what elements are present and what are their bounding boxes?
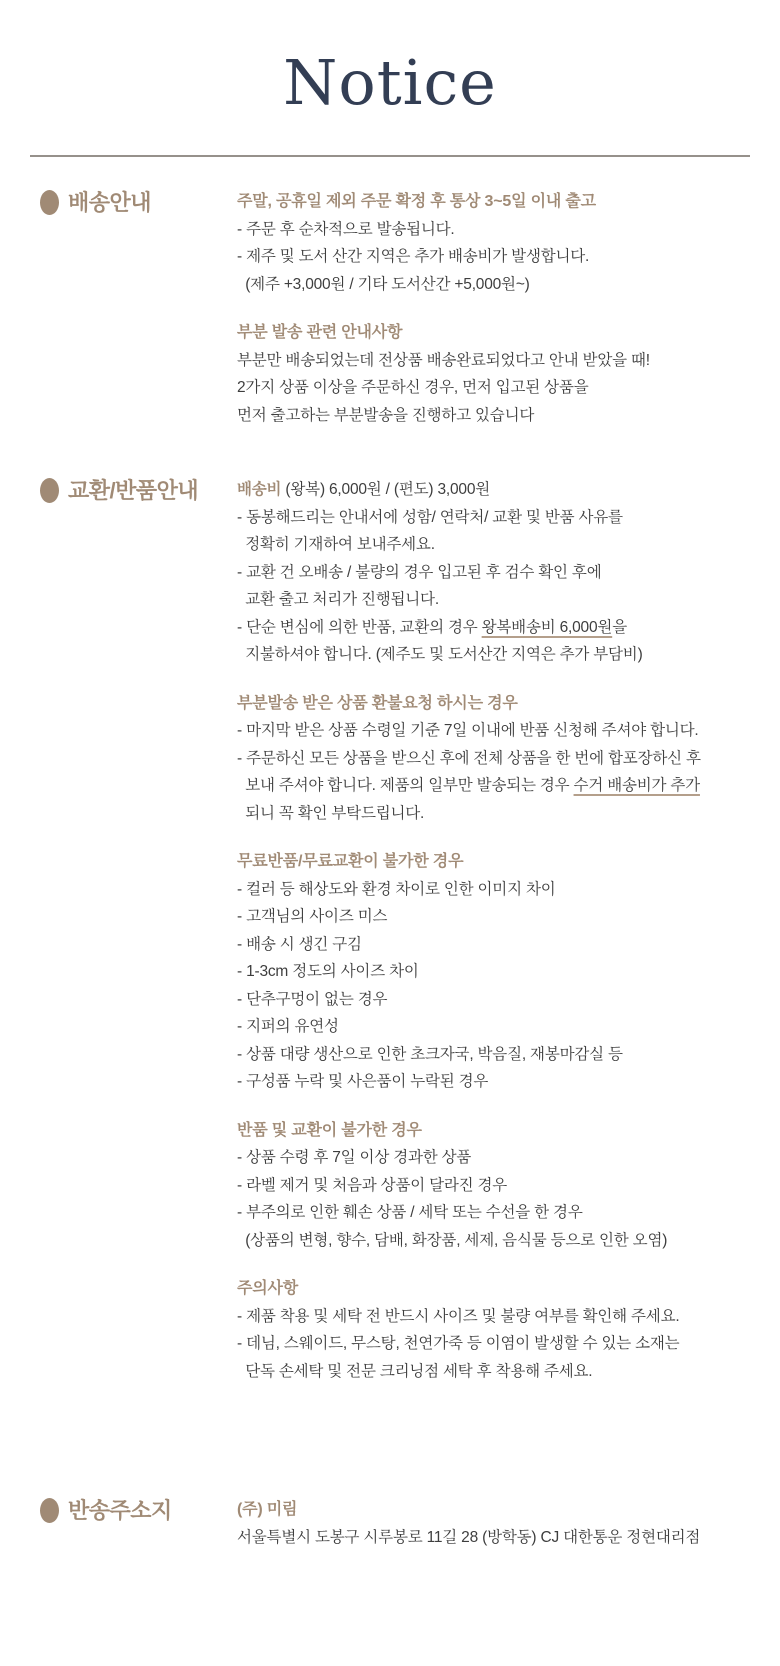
text-line: 2가지 상품 이상을 주문하신 경우, 먼저 입고된 상품을 — [237, 379, 589, 396]
spacer — [237, 1254, 764, 1275]
section-content — [237, 476, 780, 1385]
section-exchange-return-info — [0, 476, 780, 1385]
text-line: - 데님, 스웨이드, 무스탕, 천연가죽 등 이염이 발생할 수 있는 소재는 — [237, 1335, 680, 1352]
text-line: - 고객님의 사이즈 미스 — [237, 908, 388, 925]
text-line: 서울특별시 도봉구 시루봉로 11길 28 (방학동) CJ 대한통운 정현대리점 — [237, 1528, 701, 1546]
section-label — [0, 477, 237, 504]
text-line: - 단추구멍이 없는 경우 — [237, 990, 388, 1008]
plain-text: - 단순 변심에 의한 반품, 교환의 경우 — [237, 618, 482, 636]
underlined-text: 왕복배송비 6,000원 — [481, 618, 613, 636]
section-label-text: 반송주소지 — [68, 1498, 172, 1523]
accent-text: 배송비 — [237, 481, 282, 498]
text-line: (상품의 변형, 향수, 담배, 화장품, 세제, 음식물 등으로 인한 오염) — [237, 1231, 668, 1249]
underlined-text: 수거 배송비가 추가 — [573, 777, 700, 794]
plain-text: 을 — [612, 618, 627, 636]
plain-text: (왕복) 6,000원 / (편도) 3,000원 — [281, 481, 491, 498]
subsection-heading: 부분 발송 관련 안내사항 — [237, 324, 403, 341]
section-content — [237, 1496, 780, 1551]
text-line: - 마지막 받은 상품 수령일 기준 7일 이내에 반품 신청해 주셔야 합니다. — [237, 722, 699, 739]
plain-text: 보내 주셔야 합니다. 제품의 일부만 발송되는 경우 — [237, 777, 574, 794]
text-line — [237, 772, 764, 800]
section-label — [0, 189, 237, 216]
subsection-heading: 무료반품/무료교환이 불가한 경우 — [237, 853, 464, 870]
text-line: - 교환 건 오배송 / 불량의 경우 입고된 후 검수 확인 후에 — [237, 563, 602, 581]
text-line: - 1-3cm 정도의 사이즈 차이 — [237, 963, 419, 980]
text-line: - 주문 후 순차적으로 발송됩니다. — [237, 220, 455, 238]
text-line: 교환 출고 처리가 진행됩니다. — [237, 591, 439, 608]
bullet-icon — [40, 478, 59, 503]
bullet-icon — [40, 1498, 59, 1523]
lead-line: 주말, 공휴일 제외 주문 확정 후 통상 3~5일 이내 출고 — [237, 193, 596, 210]
spacer — [237, 298, 764, 319]
sections — [0, 157, 780, 1551]
subsection-heading: 주의사항 — [237, 1280, 299, 1297]
text-line: - 배송 시 생긴 구김 — [237, 935, 362, 953]
subsection-heading: 부분발송 받은 상품 환불요청 하시는 경우 — [237, 694, 518, 712]
text-line: 정확히 기재하여 보내주세요. — [237, 536, 435, 553]
bullet-icon — [40, 190, 59, 215]
spacer — [237, 827, 764, 848]
text-line: - 컬러 등 해상도와 환경 차이로 인한 이미지 차이 — [237, 880, 556, 898]
text-line: 먼저 출고하는 부분발송을 진행하고 있습니다 — [237, 406, 535, 424]
section-content — [237, 188, 780, 429]
text-line: - 지퍼의 유연성 — [237, 1018, 339, 1035]
text-line — [237, 614, 764, 642]
section-label-text: 배송안내 — [68, 190, 152, 215]
page-title: Notice — [283, 46, 497, 119]
text-line: - 부주의로 인한 훼손 상품 / 세탁 또는 수선을 한 경우 — [237, 1204, 583, 1221]
text-line: - 제주 및 도서 산간 지역은 추가 배송비가 발생합니다. — [237, 248, 590, 265]
text-line: - 상품 대량 생산으로 인한 초크자국, 박음질, 재봉마감실 등 — [237, 1045, 623, 1063]
text-line: - 라벨 제거 및 처음과 상품이 달라진 경우 — [237, 1176, 508, 1194]
section-label — [0, 1497, 237, 1524]
text-line: - 동봉해드리는 안내서에 성함/ 연락처/ 교환 및 반품 사유를 — [237, 508, 623, 526]
text-line: - 구성품 누락 및 사은품이 누락된 경우 — [237, 1073, 489, 1090]
spacer — [237, 1096, 764, 1117]
subsection-heading: 반품 및 교환이 불가한 경우 — [237, 1121, 422, 1139]
section-shipping-info — [0, 188, 780, 429]
text-line: 부분만 배송되었는데 전상품 배송완료되었다고 안내 받았을 때! — [237, 351, 650, 369]
section-label-text: 교환/반품안내 — [68, 478, 199, 503]
section-return-address — [0, 1496, 780, 1551]
text-line: 되니 꼭 확인 부탁드립니다. — [237, 804, 425, 822]
text-line — [237, 476, 764, 504]
subsection-heading: (주) 미림 — [237, 1501, 298, 1518]
text-line: (제주 +3,000원 / 기타 도서산간 +5,000원~) — [237, 275, 530, 293]
text-line: 지불하셔야 합니다. (제주도 및 도서산간 지역은 추가 부담비) — [237, 646, 643, 663]
text-line: 단독 손세탁 및 전문 크리닝점 세탁 후 착용해 주세요. — [237, 1362, 593, 1380]
text-line: - 제품 착용 및 세탁 전 반드시 사이즈 및 불량 여부를 확인해 주세요. — [237, 1307, 680, 1325]
text-line: - 상품 수령 후 7일 이상 경과한 상품 — [237, 1149, 472, 1166]
text-line: - 주문하신 모든 상품을 받으신 후에 전체 상품을 한 번에 합포장하신 후 — [237, 749, 701, 767]
spacer — [237, 669, 764, 690]
